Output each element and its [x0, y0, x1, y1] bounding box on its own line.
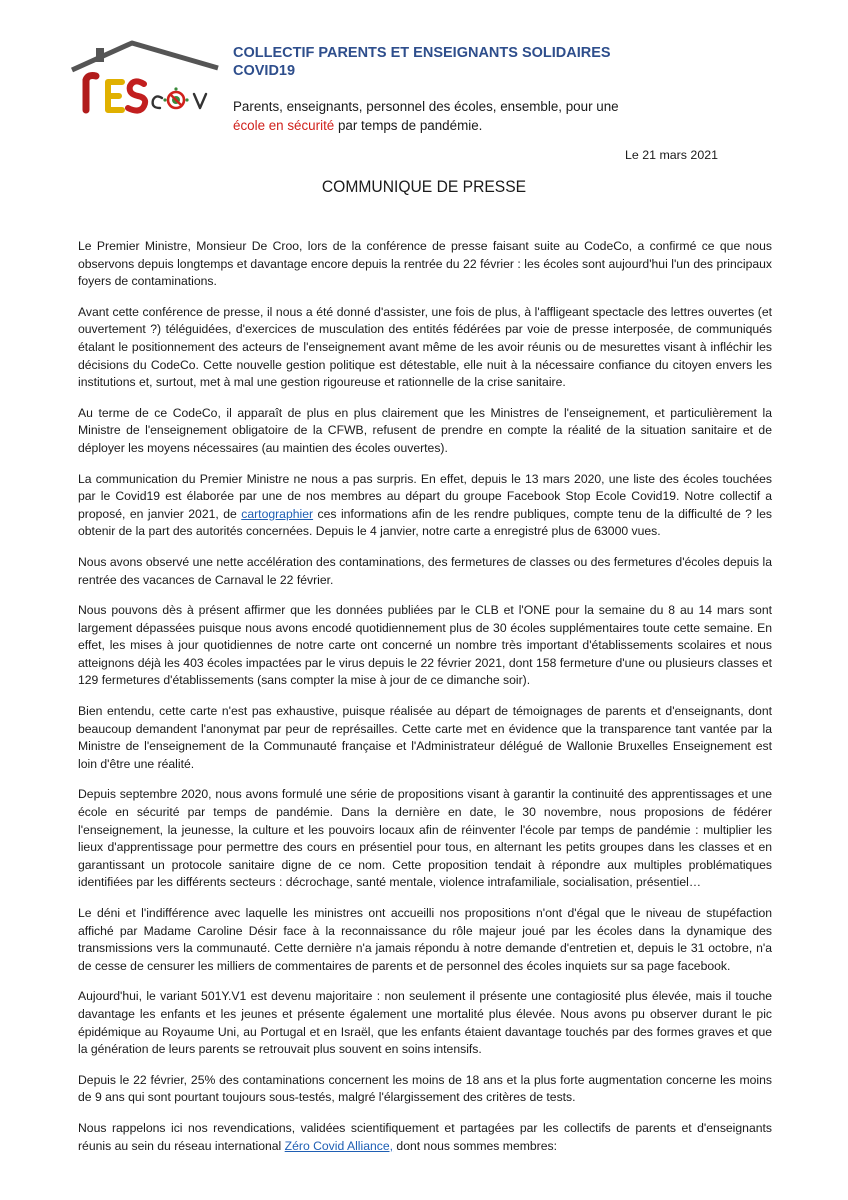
- tagline: [233, 97, 793, 135]
- paragraph-4-text-b: ces informations afin de les rendre publiques, compte tenu de la difficulté de ? les obtenir de la part des autorités concernées. Depuis le 4 janvier, notre carte a enregistré plus de 63000 vues.: [78, 506, 773, 539]
- paragraph-12-text-a: Nous rappelons ici nos revendications, validées scientifiquement et partagées par les collectifs de parents et d'enseignants réunis au sein du réseau international: [78, 1120, 772, 1153]
- organization-title: [233, 44, 793, 80]
- paragraph-4-text-a: La communication du Premier Ministre ne nous a pas surpris. En effet, depuis le 13 mars 2020, une liste des écoles touchées par le Covid19 est élaborée par une de nos membres au départ du groupe Facebook Stop Ecole Covid19. Notre collectif a proposé, en janvier 2021, de: [78, 471, 772, 521]
- paragraph-10: Aujourd'hui, le variant 501Y.V1 est devenu majoritaire : non seulement il présente une contagiosité plus élevée, mais il touche davantage les enfants et les jeunes et présente également une mortalité plus élevée. Nous avons pu observer durant le pic épidémique au Royaume Uni, au Portugal et en Israël, que les enfants étaient davantage touchés par des formes graves et que la génération de leurs parents se retrouvait plus souvent en soins intensifs.: [78, 989, 772, 1057]
- paragraph-8: Depuis septembre 2020, nous avons formulé une série de propositions visant à garantir la continuité des apprentissages et une école en sécurité par temps de pandémie. Dans la dernière en date, le 30 novembre, nous proposions de fédérer l'enseignement, la jeunesse, la culture et les pouvoirs locaux afin de réinventer l'école par temps de pandémie : multiplier les lieux d'apprentissage pour permettre des cours en présentiel pour tous, en alternant les petits groupes dans les classes et en garantissant un protocole sanitaire digne de ce nom. Cette proposition tendait à répondre aux multiples problématiques identifiées par les différents secteurs : décrochage, santé mentale, violence intrafamiliale, socialisation, présentiel…: [78, 787, 772, 890]
- paragraph-3: Au terme de ce CodeCo, il apparaît de plus en plus clairement que les Ministres de l'enseignement, et particulièrement la Ministre de l'enseignement obligatoire de la CFWB, refusent de prendre en compte la réalité de la situation sanitaire et de déployer les moyens nécessaires (au maintien des écoles ouvertes).: [78, 405, 772, 455]
- cartographier-link[interactable]: cartographier: [241, 506, 314, 521]
- paragraph-12: [78, 1120, 772, 1155]
- paragraph-9: Le déni et l'indifférence avec laquelle les ministres ont accueilli nos propositions n'ont d'égal que le niveau de stupéfaction affiché par Madame Caroline Désir face à la reconnaissance du rôle majeur joué par les écoles dans la dynamique des transmissions vers la communauté. Cette dernière n'a jamais répondu à notre demande d'entretien et, depuis le 31 octobre, n'a de cesse de censurer les milliers de commentaires de parents et de personnel des écoles inquiets sur sa page facebook.: [78, 906, 772, 973]
- rescov-logo: [70, 40, 220, 120]
- paragraph-6: Nous pouvons dès à présent affirmer que les données publiées par le CLB et l'ONE pour la semaine du 8 au 14 mars sont largement dépassées puisque nous avons encodé quotidiennement plus de 30 écoles supplémentaires toute cette semaine. En effet, les mises à jour quotidiennes de notre carte ont concerné un nombre très important d'établissements scolaires et nous atteignons déjà les 403 écoles impactées par le virus depuis le 22 février 2021, dont 158 fermeture d'une ou plusieurs classes et 129 fermetures d'établissements (sans compter la mise à jour de ce dimanche soir).: [78, 603, 772, 688]
- press-release-body: [78, 238, 772, 1168]
- paragraph-2: Avant cette conférence de presse, il nous a été donné d'assister, une fois de plus, à l'affligeant spectacle des lettres ouvertes (et ouvertement ?) téléguidées, d'exercices de musculation des entités fédérées par voie de presse interposée, de communiqués étalant le positionnement des acteurs de l'enseignement avant même de les avoir réunis ou de mesurettes visant à infléchir les décisions du CodeCo. Cette nouvelle gestion politique est détestable, elle nuit à la nécessaire confiance du citoyen envers les institutions et, surtout, met à mal une gestion rigoureuse et rationnelle de la crise sanitaire.: [78, 304, 772, 390]
- paragraph-7: Bien entendu, cette carte n'est pas exhaustive, puisque réalisée au départ de témoignages de parents et d'enseignants, dont beaucoup demandent l'anonymat par peur de représailles. Cette carte met en évidence que la transparence tant vantée par la Ministre de l'enseignement de la Communauté française et l'Administrateur délégué de Wallonie Bruxelles Enseignement est loin d'être une réalité.: [78, 704, 772, 771]
- page-title-text: COMMUNIQUE DE PRESSE: [321, 177, 527, 196]
- tagline-highlight: école en sécurité: [233, 118, 335, 133]
- page-title: [0, 177, 848, 197]
- tagline-part2: par temps de pandémie.: [334, 118, 483, 133]
- paragraph-5: Nous avons observé une nette accélération des contaminations, des fermetures de classes ou des fermetures d'écoles depuis la rentrée des vacances de Carnaval le 22 février.: [78, 554, 772, 587]
- paragraph-11: Depuis le 22 février, 25% des contaminations concernent les moins de 18 ans et la plus forte augmentation concerne les moins de 9 ans qui sont pourtant toujours sous-testés, malgré l'élargissement des critères de tests.: [78, 1072, 772, 1105]
- zero-covid-alliance-link[interactable]: Zéro Covid Alliance,: [284, 1138, 394, 1153]
- paragraph-1: Le Premier Ministre, Monsieur De Croo, lors de la conférence de presse faisant suite au CodeCo, a confirmé ce que nous observons depuis longtemps et davantage encore depuis la rentrée du 22 février : les écoles sont aujourd'hui l'un des principaux foyers de contaminations.: [78, 239, 772, 289]
- tagline-part1: Parents, enseignants, personnel des écoles, ensemble, pour une: [233, 99, 619, 114]
- paragraph-4: [78, 471, 772, 541]
- organization-title-line2: COVID19: [233, 63, 296, 79]
- paragraph-12-text-b: dont nous sommes membres:: [393, 1138, 557, 1153]
- organization-title-line1: COLLECTIF PARENTS ET ENSEIGNANTS SOLIDAIRES: [233, 45, 611, 61]
- document-date: Le 21 mars 2021: [625, 148, 718, 162]
